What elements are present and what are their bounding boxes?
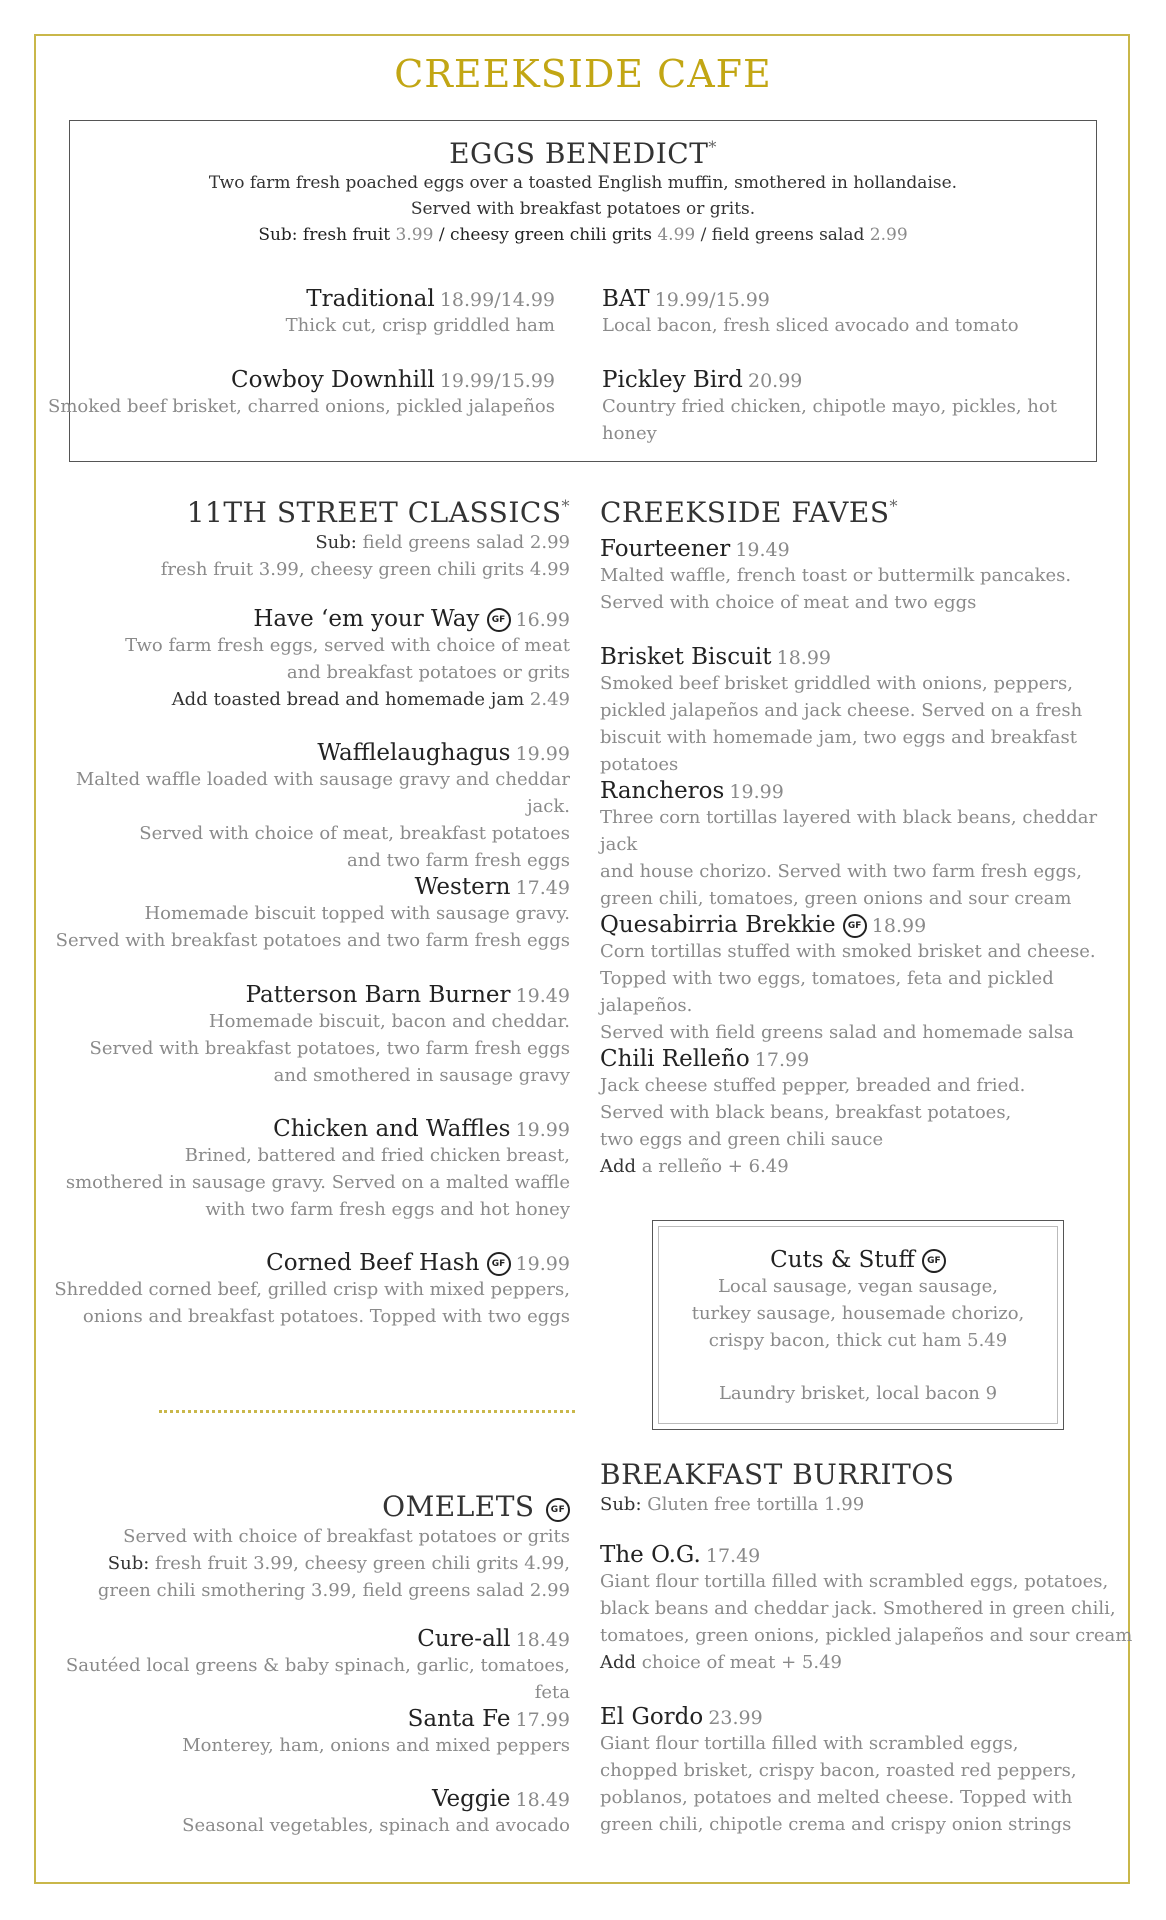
menu-item: BAT 19.99/15.99 Local bacon, fresh sliced avocado and tomato: [602, 286, 1019, 336]
gluten-free-icon: GF: [843, 914, 867, 938]
menu-item: Brisket Biscuit 18.99 Smoked beef brisket griddled with onions, peppers, pickled jalapeños and jack cheese. Served on a fresh biscuit with homemade jam, two eggs and breakfast potatoes: [600, 644, 1083, 775]
menu-item: Cure-all 18.49 Sautéed local greens & baby spinach, garlic, tomatoes, feta: [65, 1626, 570, 1703]
menu-item: Fourteener 19.49 Malted waffle, french toast or buttermilk pancakes. Served with choice of meat and two eggs: [600, 536, 1072, 613]
menu-item: Chili Relleño 17.99 Jack cheese stuffed pepper, breaded and fried. Served with black beans, breakfast potatoes, two eggs and green chili sauce Add a relleño + 6.49: [600, 1046, 1026, 1177]
gluten-free-icon: GF: [922, 1249, 946, 1273]
section-title: 11TH STREET CLASSICS*: [186, 496, 570, 529]
eggs-benedict-served: Served with breakfast potatoes or grits.: [410, 199, 756, 219]
menu-item: Pickley Bird 20.99 Country fried chicken, chipotle mayo, pickles, hot honey: [602, 367, 1057, 444]
menu-item: The O.G. 17.49 Giant flour tortilla filled with scrambled eggs, potatoes, black beans and cheddar jack. Smothered in green chili, tomatoes, green onions, pickled jalapeños and sour cream Add choice of meat + 5.49: [600, 1542, 1133, 1673]
eggs-benedict-sub: Sub: fresh fruit 3.99 / cheesy green chili grits 4.99 / field greens salad 2.99: [258, 225, 908, 245]
eggs-benedict-desc: Two farm fresh poached eggs over a toasted English muffin, smothered in hollandaise.: [208, 173, 958, 193]
gluten-free-icon: GF: [487, 1252, 511, 1276]
menu-item: Chicken and Waffles 19.99 Brined, battered and fried chicken breast, smothered in sausage gravy. Served on a malted waffle with two farm fresh eggs and hot honey: [65, 1116, 570, 1220]
gluten-free-icon: GF: [487, 608, 511, 632]
burritos-header: BREAKFAST BURRITOS Sub: Gluten free tortilla 1.99: [600, 1458, 1120, 1518]
eggs-benedict-title: EGGS BENEDICT*: [449, 137, 717, 170]
classics-header: 11TH STREET CLASSICS* Sub: field greens salad 2.99 fresh fruit 3.99, cheesy green chili grits 4.99: [40, 496, 570, 583]
faves-header: [600, 496, 1120, 529]
menu-item: Wafflelaughagus 19.99 Malted waffle loaded with sausage gravy and cheddar jack. Served with choice of meat, breakfast potatoes and two farm fresh eggs: [75, 740, 570, 871]
menu-item: Veggie 18.49 Seasonal vegetables, spinach and avocado: [182, 1786, 570, 1836]
menu-item: Western 17.49 Homemade biscuit topped with sausage gravy. Served with breakfast potatoes and two farm fresh eggs: [55, 874, 570, 951]
section-title: CREEKSIDE FAVES*: [600, 496, 898, 529]
gluten-free-icon: GF: [546, 1498, 570, 1522]
menu-item: Patterson Barn Burner 19.49 Homemade biscuit, bacon and cheddar. Served with breakfast potatoes, two farm fresh eggs and smothered in sausage gravy: [89, 982, 570, 1086]
section-title: OMELETS GF: [30, 1490, 570, 1523]
classics-sub: Sub: field greens salad 2.99: [315, 532, 570, 553]
section-title: BREAKFAST BURRITOS: [600, 1458, 955, 1491]
omelets-header: OMELETS GF Served with choice of breakfast potatoes or grits Sub: fresh fruit 3.99, cheesy green chili grits 4.99, green chili smothering 3.99, field greens salad 2.99: [30, 1490, 570, 1604]
menu-item: Traditional 18.99/14.99 Thick cut, crisp griddled ham: [285, 286, 555, 336]
cafe-title: CREEKSIDE CAFE: [394, 52, 772, 96]
cuts-and-stuff-box: [652, 1220, 1064, 1430]
menu-item: Have ‘em your Way GF 16.99 Two farm fresh eggs, served with choice of meat and breakfast potatoes or grits Add toasted bread and homemade jam 2.49: [125, 606, 570, 710]
menu-item: Rancheros 19.99 Three corn tortillas layered with black beans, cheddar jack and house chorizo. Served with two farm fresh eggs, green chili, tomatoes, green onions and sour cream: [600, 778, 1098, 909]
eggs-benedict-box: [48, 120, 1097, 462]
dotted-divider: [159, 1410, 575, 1413]
menu-item: El Gordo 23.99 Giant flour tortilla filled with scrambled eggs, chopped brisket, crispy bacon, roasted red peppers, poblanos, potatoes and melted cheese. Topped with green chili, chipotle crema and crispy onion strings: [600, 1704, 1077, 1835]
menu-item: Cowboy Downhill 19.99/15.99 Smoked beef brisket, charred onions, pickled jalapeños: [48, 367, 555, 417]
menu-item: Quesabirria Brekkie GF 18.99 Corn tortillas stuffed with smoked brisket and cheese. Topped with two eggs, tomatoes, feta and pickled jalapeños. Served with field greens salad and homemade salsa: [600, 912, 1096, 1043]
menu-item: Corned Beef Hash GF 19.99 Shredded corned beef, grilled crisp with mixed peppers, onions and breakfast potatoes. Topped with two eggs: [54, 1250, 570, 1327]
menu-item: Santa Fe 17.99 Monterey, ham, onions and mixed peppers: [182, 1706, 570, 1756]
cuts-content: Cuts & Stuff GF Local sausage, vegan sausage, turkey sausage, housemade chorizo, crispy bacon, thick cut ham 5.49 Laundry brisket, local bacon 9: [691, 1247, 1025, 1404]
